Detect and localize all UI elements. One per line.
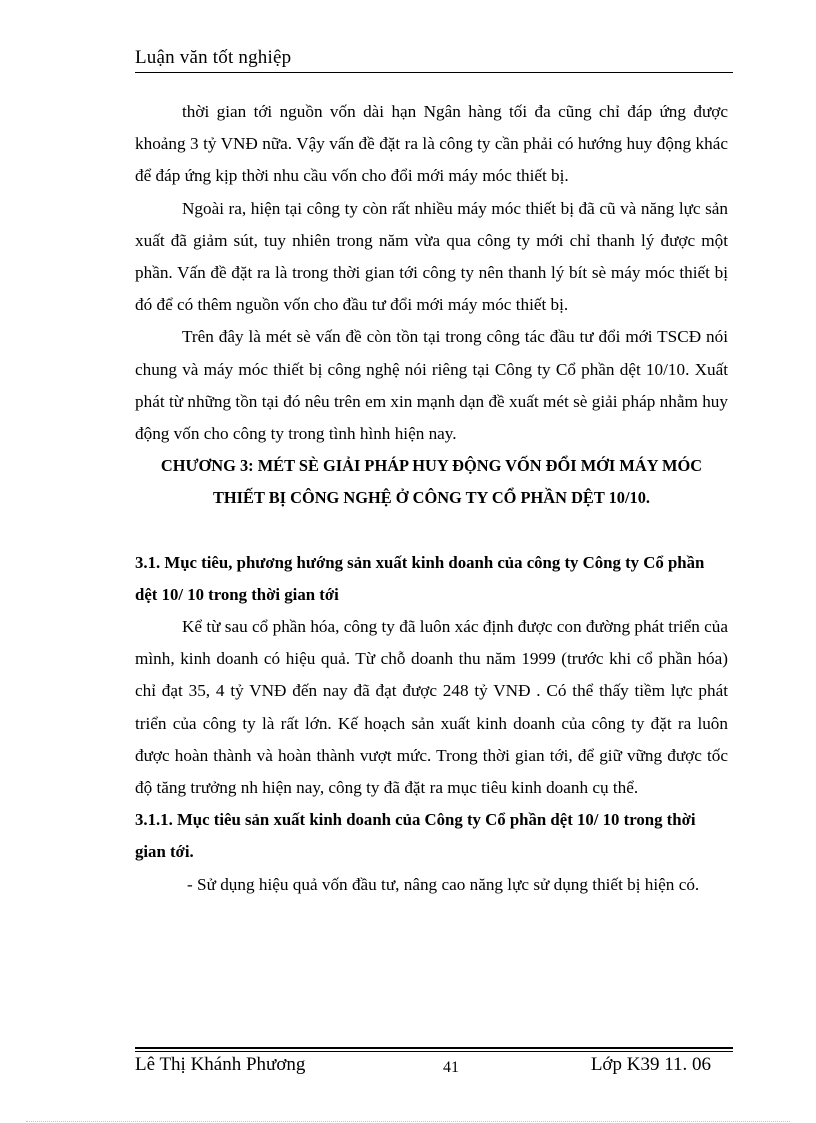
- page-body: [135, 96, 728, 901]
- paragraph-continuation: thời gian tới nguồn vốn dài hạn Ngân hàng tối đa cũng chỉ đáp ứng được khoảng 3 tỷ VNĐ nữa. Vậy vấn đề đặt ra là công ty cần phải có hướng huy động khác để đáp ứng kịp thời nhu cầu vốn cho đổi mới máy móc thiết bị.: [135, 102, 728, 186]
- page-header: [135, 44, 733, 73]
- section-heading-3-1-1: 3.1.1. Mục tiêu sản xuất kinh doanh của Công ty Cổ phần dệt 10/ 10 trong thời gian tới.: [135, 810, 696, 862]
- chapter-title: CHƯƠNG 3: MÉT SÈ GIẢI PHÁP HUY ĐỘNG VỐN ĐỔI MỚI MÁY MÓC THIẾT BỊ CÔNG NGHỆ Ở CÔNG TY CỔ PHẦN DỆT 10/10.: [160, 456, 703, 508]
- footer-author: Lê Thị Khánh Phương: [135, 1054, 306, 1075]
- footer-rule: [135, 1047, 733, 1049]
- header-title: Luận văn tốt nghiệp: [135, 47, 292, 68]
- section-heading-3-1: 3.1. Mục tiêu, phương hướng sản xuất kinh doanh của công ty Công ty Cổ phần dệt 10/ 10 trong thời gian tới: [135, 552, 705, 604]
- footer-class-label: Lớp K39 11. 06: [590, 1054, 711, 1075]
- page-number: 41: [443, 1059, 459, 1076]
- paragraph-obsolete-equipment: Ngoài ra, hiện tại công ty còn rất nhiều máy móc thiết bị đã cũ và năng lực sản xuất đã giảm sút, tuy nhiên trong năm vừa qua công ty mới chỉ thanh lý được một phần. Vấn đề đặt ra là trong thời gian tới công ty nên thanh lý bít sè máy móc thiết bị đó để có thêm nguồn vốn cho đầu tư đổi mới máy móc thiết bị.: [135, 198, 728, 315]
- page-bottom-edge: [26, 1121, 790, 1122]
- page-footer: [135, 1052, 733, 1078]
- paragraph-section-3-1: Kể từ sau cổ phần hóa, công ty đã luôn xác định được con đường phát triển của mình, kinh doanh có hiệu quả. Từ chỗ doanh thu năm 1999 (trước khi cổ phần hóa) chỉ đạt 35, 4 tỷ VNĐ đến nay đã đạt được 248 tỷ VNĐ . Có thể thấy tiềm lực phát triển của công ty là rất lớn. Kế hoạch sản xuất kinh doanh của công ty đặt ra luôn được hoàn thành và hoàn thành vượt mức. Trong thời gian tới, để giữ vững được tốc độ tăng trưởng nh hiện nay, công ty đã đặt ra mục tiêu kinh doanh cụ thể.: [135, 617, 728, 798]
- spacer: [135, 515, 728, 547]
- bullet-item: - Sử dụng hiệu quả vốn đầu tư, nâng cao năng lực sử dụng thiết bị hiện có.: [187, 874, 700, 894]
- paragraph-summary: Trên đây là mét sè vấn đề còn tồn tại trong công tác đầu tư đổi mới TSCĐ nói chung và máy móc thiết bị công nghệ nói riêng tại Công ty Cổ phần dệt 10/10. Xuất phát từ những tồn tại đó nêu trên em xin mạnh dạn đề xuất mét sè giải pháp nhằm huy động vốn cho công ty trong tình hình hiện nay.: [135, 327, 728, 444]
